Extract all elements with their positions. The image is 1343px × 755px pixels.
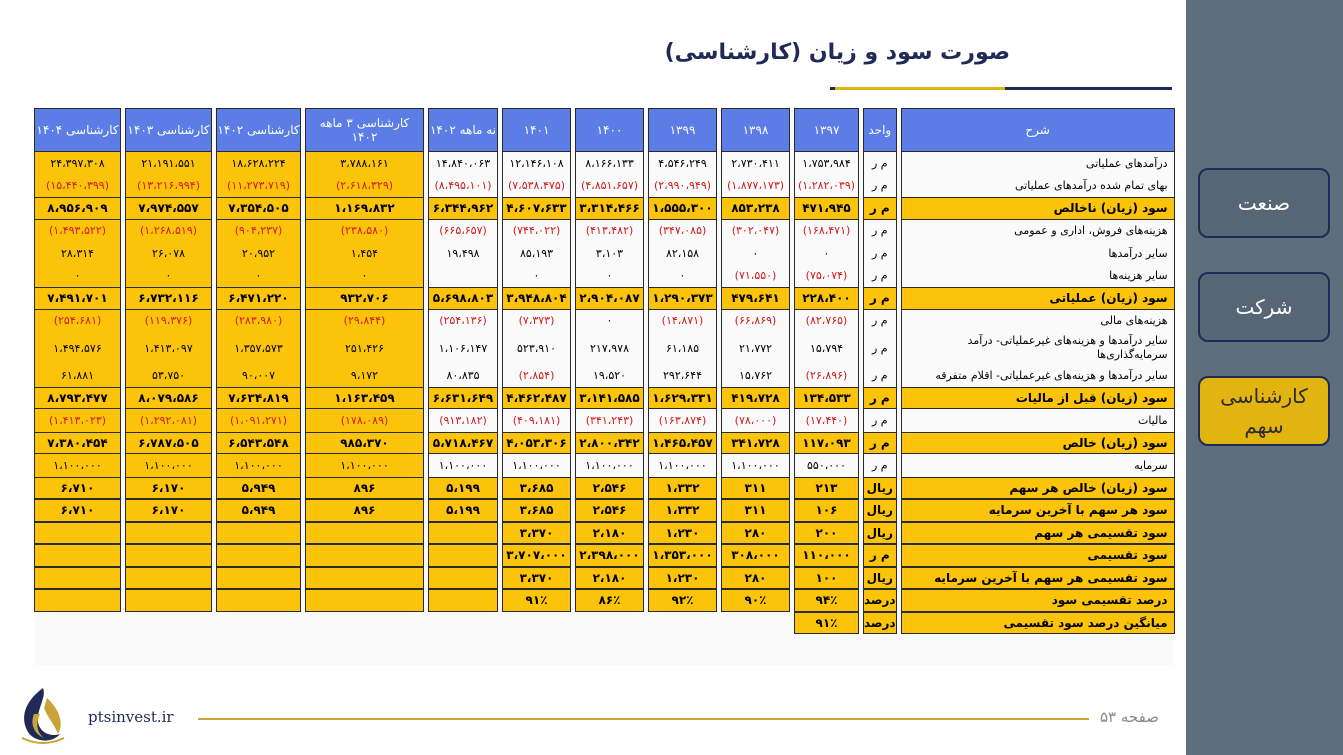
row-label: درصد تقسیمی سود: [901, 589, 1175, 612]
row-label: هزینه‌های فروش، اداری و عمومی: [901, 220, 1175, 243]
cell-value: ۳۴۱،۷۲۸: [721, 432, 790, 455]
cell-value: ۲،۷۳۰،۴۱۱: [721, 152, 790, 175]
cell-value: ۱۲،۱۴۶،۱۰۸: [502, 152, 571, 175]
cell-value: (۲۵۴،۱۳۶): [428, 310, 498, 333]
cell-value: [305, 544, 424, 567]
cell-value: ۳،۷۸۸،۱۶۱: [305, 152, 424, 175]
cell-value: ۹۴٪: [794, 589, 859, 612]
cell-value: ۱۹،۵۲۰: [575, 364, 644, 387]
cell-value: [216, 522, 301, 545]
cell-value: ۱،۴۵۴: [305, 242, 424, 265]
cell-value: (۱،۴۹۳،۵۲۲): [34, 220, 121, 243]
table-row: [34, 287, 1175, 310]
cell-value: ۱،۲۹۰،۳۷۳: [648, 287, 717, 310]
cell-value: ۳۱۱: [721, 477, 790, 500]
table-row: [34, 522, 1175, 545]
cell-value: ۶۱،۱۸۵: [648, 332, 717, 364]
cell-value: ۹۰،۰۰۷: [216, 364, 301, 387]
cell-value: [575, 612, 644, 635]
company-logo-icon: [14, 684, 72, 746]
cell-value: ۵،۷۱۸،۴۶۷: [428, 432, 498, 455]
table-row: [34, 197, 1175, 220]
cell-value: ۱۱۰،۰۰۰: [794, 544, 859, 567]
column-header: کارشناسی ۱۴۰۴: [34, 108, 121, 152]
row-label: مالیات: [901, 409, 1175, 432]
cell-value: ۱۹،۴۹۸: [428, 242, 498, 265]
cell-value: ۷،۳۵۴،۵۰۵: [216, 197, 301, 220]
cell-value: ۵،۱۹۹: [428, 477, 498, 500]
table-row: [34, 332, 1175, 364]
cell-value: (۲۹،۸۴۴): [305, 310, 424, 333]
cell-value: (۷۵،۰۷۴): [794, 265, 859, 288]
cell-value: ۲۴،۳۹۷،۳۰۸: [34, 152, 121, 175]
cell-value: ۸۲،۱۵۸: [648, 242, 717, 265]
cell-value: ۴۷۹،۶۴۱: [721, 287, 790, 310]
website-link[interactable]: ptsinvest.ir: [88, 708, 174, 726]
cell-value: ۱۵،۷۹۴: [794, 332, 859, 364]
cell-value: ۱،۶۲۹،۳۳۱: [648, 387, 717, 410]
column-header: کارشناسی ۱۴۰۳: [125, 108, 212, 152]
row-unit: درصد: [863, 589, 897, 612]
cell-value: ۶،۱۷۰: [125, 477, 212, 500]
row-unit: م ر: [863, 310, 897, 333]
cell-value: ۰: [794, 242, 859, 265]
table-row: [34, 409, 1175, 432]
column-header: ۱۳۹۷: [794, 108, 859, 152]
cell-value: [428, 567, 498, 590]
cell-value: ۶،۷۳۲،۱۱۶: [125, 287, 212, 310]
cell-value: ۶،۷۱۰: [34, 499, 121, 522]
cell-value: (۷،۳۷۳): [502, 310, 571, 333]
cell-value: ۹۳۲،۷۰۶: [305, 287, 424, 310]
row-label: سود تقسیمی هر سهم: [901, 522, 1175, 545]
table-row: [34, 364, 1175, 387]
table-row: [34, 454, 1175, 477]
cell-value: [428, 544, 498, 567]
cell-value: ۲۶،۰۷۸: [125, 242, 212, 265]
row-label: سایر هزینه‌ها: [901, 265, 1175, 288]
cell-value: ۳۰۸،۰۰۰: [721, 544, 790, 567]
row-label: سایر درآمدها و هزینه‌های غیرعملیاتی- درآمد سرمایه‌گذاری‌ها: [901, 332, 1175, 364]
cell-value: (۲۵۴،۶۸۱): [34, 310, 121, 333]
cell-value: (۱،۰۹۱،۲۷۱): [216, 409, 301, 432]
cell-value: ۹۲٪: [648, 589, 717, 612]
column-header: ۱۴۰۰: [575, 108, 644, 152]
cell-value: ۰: [648, 265, 717, 288]
column-header: شرح: [901, 108, 1175, 152]
cell-value: ۱،۴۶۵،۴۵۷: [648, 432, 717, 455]
row-label: هزینه‌های مالی: [901, 310, 1175, 333]
nav-company-button[interactable]: شرکت: [1198, 272, 1330, 342]
cell-value: ۱۸،۶۲۸،۲۲۴: [216, 152, 301, 175]
cell-value: ۴،۴۶۲،۴۸۷: [502, 387, 571, 410]
nav-industry-button[interactable]: صنعت: [1198, 168, 1330, 238]
cell-value: ۹۰٪: [721, 589, 790, 612]
cell-value: ۱،۳۵۷،۵۷۳: [216, 332, 301, 364]
cell-value: ۲۰۰: [794, 522, 859, 545]
row-label: سود تقسیمی هر سهم با آخرین سرمایه: [901, 567, 1175, 590]
cell-value: (۱۱،۲۷۳،۷۱۹): [216, 175, 301, 198]
cell-value: (۱،۲۸۲،۰۳۹): [794, 175, 859, 198]
cell-value: ۱،۳۳۲: [648, 477, 717, 500]
cell-value: [125, 612, 212, 635]
row-unit: م ر: [863, 544, 897, 567]
cell-value: (۷۱،۵۵۰): [721, 265, 790, 288]
cell-value: ۸،۹۵۶،۹۰۹: [34, 197, 121, 220]
table-row: [34, 567, 1175, 590]
row-label: سایر درآمدها و هزینه‌های غیرعملیاتی- اقلام متفرقه: [901, 364, 1175, 387]
cell-value: ۲۱۷،۹۷۸: [575, 332, 644, 364]
cell-value: ۲،۸۰۰،۳۴۲: [575, 432, 644, 455]
cell-value: ۰: [34, 265, 121, 288]
cell-value: (۸۲،۷۶۵): [794, 310, 859, 333]
table-row: [34, 612, 1175, 635]
cell-value: ۲،۳۹۸،۰۰۰: [575, 544, 644, 567]
cell-value: [125, 589, 212, 612]
row-unit: م ر: [863, 432, 897, 455]
cell-value: ۱،۱۰۶،۱۴۷: [428, 332, 498, 364]
nav-stock-valuation-button[interactable]: کارشناسی سهم: [1198, 376, 1330, 446]
cell-value: ۱،۱۰۰،۰۰۰: [305, 454, 424, 477]
cell-value: ۹۸۵،۳۷۰: [305, 432, 424, 455]
row-unit: ریال: [863, 567, 897, 590]
cell-value: ۱،۳۳۲: [648, 499, 717, 522]
cell-value: (۱۱۹،۳۷۶): [125, 310, 212, 333]
cell-value: ۶،۷۸۷،۵۰۵: [125, 432, 212, 455]
cell-value: ۱،۱۶۹،۸۳۲: [305, 197, 424, 220]
row-label: سود تقسیمی: [901, 544, 1175, 567]
cell-value: (۷،۵۳۸،۴۷۵): [502, 175, 571, 198]
cell-value: ۸۹۶: [305, 477, 424, 500]
cell-value: ۵،۶۹۸،۸۰۳: [428, 287, 498, 310]
page-number: صفحه ۵۳: [1100, 708, 1159, 726]
cell-value: [216, 612, 301, 635]
cell-value: ۳،۶۸۵: [502, 499, 571, 522]
cell-value: ۸۹۶: [305, 499, 424, 522]
cell-value: [125, 544, 212, 567]
row-unit: ریال: [863, 477, 897, 500]
cell-value: ۸۵،۱۹۳: [502, 242, 571, 265]
row-unit: م ر: [863, 242, 897, 265]
cell-value: ۸۵۳،۲۳۸: [721, 197, 790, 220]
cell-value: (۱۷۸،۰۸۹): [305, 409, 424, 432]
cell-value: [125, 522, 212, 545]
cell-value: ۲،۵۴۶: [575, 499, 644, 522]
cell-value: [721, 612, 790, 635]
row-label: سود (زیان) ناخالص: [901, 197, 1175, 220]
cell-value: ۳،۳۷۰: [502, 567, 571, 590]
cell-value: ۷،۶۳۴،۸۱۹: [216, 387, 301, 410]
cell-value: ۲۰،۹۵۲: [216, 242, 301, 265]
cell-value: ۵،۹۴۹: [216, 477, 301, 500]
cell-value: [648, 612, 717, 635]
row-label: سود (زیان) خالص: [901, 432, 1175, 455]
row-unit: م ر: [863, 387, 897, 410]
column-header: نه ماهه ۱۴۰۲: [428, 108, 498, 152]
row-label: درآمدهای عملیاتی: [901, 152, 1175, 175]
cell-value: ۱،۳۵۳،۰۰۰: [648, 544, 717, 567]
table-row: [34, 477, 1175, 500]
cell-value: ۲۲۸،۴۰۰: [794, 287, 859, 310]
cell-value: (۲،۹۹۰،۹۴۹): [648, 175, 717, 198]
cell-value: ۴،۰۵۳،۳۰۶: [502, 432, 571, 455]
cell-value: ۹،۱۷۲: [305, 364, 424, 387]
cell-value: ۱،۵۵۵،۳۰۰: [648, 197, 717, 220]
cell-value: [428, 589, 498, 612]
column-header: واحد: [863, 108, 897, 152]
cell-value: ۰: [502, 265, 571, 288]
row-label: بهای تمام شده درآمدهای عملیاتی: [901, 175, 1175, 198]
row-label: میانگین درصد سود تقسیمی: [901, 612, 1175, 635]
cell-value: (۸،۴۹۵،۱۰۱): [428, 175, 498, 198]
cell-value: ۲۵۱،۴۲۶: [305, 332, 424, 364]
cell-value: (۱۷،۴۴۰): [794, 409, 859, 432]
cell-value: (۱،۸۷۷،۱۷۳): [721, 175, 790, 198]
cell-value: (۱۶۳،۸۷۴): [648, 409, 717, 432]
cell-value: ۱،۱۰۰،۰۰۰: [502, 454, 571, 477]
cell-value: ۱،۷۵۳،۹۸۴: [794, 152, 859, 175]
cell-value: (۴،۸۵۱،۶۵۷): [575, 175, 644, 198]
cell-value: ۱،۲۳۰: [648, 522, 717, 545]
cell-value: ۱،۱۰۰،۰۰۰: [125, 454, 212, 477]
cell-value: [428, 612, 498, 635]
column-header: ۱۴۰۱: [502, 108, 571, 152]
cell-value: [216, 544, 301, 567]
cell-value: (۳۰۲،۰۴۷): [721, 220, 790, 243]
cell-value: [34, 544, 121, 567]
cell-value: [216, 567, 301, 590]
cell-value: ۱،۱۰۰،۰۰۰: [721, 454, 790, 477]
cell-value: [34, 522, 121, 545]
cell-value: ۱۰۰: [794, 567, 859, 590]
cell-value: (۲،۶۱۸،۳۲۹): [305, 175, 424, 198]
cell-value: [34, 589, 121, 612]
cell-value: [428, 265, 498, 288]
cell-value: ۳،۳۷۰: [502, 522, 571, 545]
cell-value: [502, 612, 571, 635]
cell-value: ۸،۰۷۹،۵۸۶: [125, 387, 212, 410]
cell-value: ۴،۶۰۷،۶۳۳: [502, 197, 571, 220]
cell-value: ۳،۶۸۵: [502, 477, 571, 500]
cell-value: ۸۶٪: [575, 589, 644, 612]
column-header: ۱۳۹۹: [648, 108, 717, 152]
row-unit: م ر: [863, 152, 897, 175]
cell-value: ۱،۴۱۳،۰۹۷: [125, 332, 212, 364]
row-unit: م ر: [863, 265, 897, 288]
cell-value: ۵۳،۷۵۰: [125, 364, 212, 387]
row-unit: م ر: [863, 175, 897, 198]
table-row: [34, 310, 1175, 333]
cell-value: ۱،۱۶۳،۴۵۹: [305, 387, 424, 410]
cell-value: ۶،۷۱۰: [34, 477, 121, 500]
cell-value: ۴۷۱،۹۴۵: [794, 197, 859, 220]
cell-value: ۱،۱۰۰،۰۰۰: [575, 454, 644, 477]
cell-value: (۱۶۸،۴۷۱): [794, 220, 859, 243]
row-unit: م ر: [863, 220, 897, 243]
cell-value: [305, 522, 424, 545]
cell-value: ۰: [575, 310, 644, 333]
cell-value: ۱،۴۹۴،۵۷۶: [34, 332, 121, 364]
cell-value: (۱،۲۶۸،۵۱۹): [125, 220, 212, 243]
footer-divider: [198, 718, 1089, 720]
cell-value: (۱۵،۴۴۰،۳۹۹): [34, 175, 121, 198]
cell-value: ۵۵۰،۰۰۰: [794, 454, 859, 477]
cell-value: ۱،۲۳۰: [648, 567, 717, 590]
cell-value: ۶،۵۴۳،۵۴۸: [216, 432, 301, 455]
row-label: سود (زیان) خالص هر سهم: [901, 477, 1175, 500]
cell-value: (۳۴۱،۲۴۳): [575, 409, 644, 432]
table-row: [34, 152, 1175, 175]
row-label: سود (زیان) قبل از مالیات: [901, 387, 1175, 410]
cell-value: ۳،۷۰۷،۰۰۰: [502, 544, 571, 567]
cell-value: ۷،۹۷۴،۵۵۷: [125, 197, 212, 220]
cell-value: ۱،۱۰۰،۰۰۰: [34, 454, 121, 477]
cell-value: ۸،۷۹۳،۴۷۷: [34, 387, 121, 410]
cell-value: ۶،۳۴۴،۹۶۲: [428, 197, 498, 220]
cell-value: (۶۶،۸۶۹): [721, 310, 790, 333]
cell-value: ۷،۳۸۰،۴۵۴: [34, 432, 121, 455]
cell-value: ۹۱٪: [502, 589, 571, 612]
row-label: سرمایه: [901, 454, 1175, 477]
cell-value: [305, 612, 424, 635]
cell-value: (۴۱۳،۴۸۲): [575, 220, 644, 243]
cell-value: ۴۱۹،۷۲۸: [721, 387, 790, 410]
cell-value: [428, 522, 498, 545]
table-row: [34, 242, 1175, 265]
row-label: سود (زیان) عملیاتی: [901, 287, 1175, 310]
row-unit: م ر: [863, 409, 897, 432]
cell-value: ۲،۵۴۶: [575, 477, 644, 500]
cell-value: ۶،۴۷۱،۲۲۰: [216, 287, 301, 310]
row-unit: م ر: [863, 197, 897, 220]
cell-value: [34, 612, 121, 635]
cell-value: (۲،۸۵۴): [502, 364, 571, 387]
cell-value: ۲۸۰: [721, 567, 790, 590]
cell-value: ۷،۴۹۱،۷۰۱: [34, 287, 121, 310]
cell-value: ۱۵،۷۶۲: [721, 364, 790, 387]
cell-value: (۷۸،۰۰۰): [721, 409, 790, 432]
cell-value: (۳۴۷،۰۸۵): [648, 220, 717, 243]
cell-value: (۴۰۹،۱۸۱): [502, 409, 571, 432]
page-title: صورت سود و زیان (کارشناسی): [664, 40, 1010, 65]
column-header: کارشناسی ۳ ماهه ۱۴۰۲: [305, 108, 424, 152]
cell-value: ۵۲۳،۹۱۰: [502, 332, 571, 364]
cell-value: ۶،۶۳۱،۶۴۹: [428, 387, 498, 410]
cell-value: ۶۱،۸۸۱: [34, 364, 121, 387]
cell-value: ۱۴،۸۴۰،۰۶۳: [428, 152, 498, 175]
cell-value: ۰: [575, 265, 644, 288]
cell-value: ۲۹۲،۶۴۴: [648, 364, 717, 387]
row-label: سود هر سهم با آخرین سرمایه: [901, 499, 1175, 522]
cell-value: ۸،۱۶۶،۱۳۳: [575, 152, 644, 175]
row-label: سایر درآمدها: [901, 242, 1175, 265]
cell-value: ۲۱۳: [794, 477, 859, 500]
cell-value: ۱،۱۰۰،۰۰۰: [428, 454, 498, 477]
cell-value: (۱۳،۲۱۶،۹۹۴): [125, 175, 212, 198]
table-row: [34, 175, 1175, 198]
cell-value: ۱،۱۰۰،۰۰۰: [216, 454, 301, 477]
cell-value: [305, 589, 424, 612]
cell-value: (۹۱۳،۱۸۲): [428, 409, 498, 432]
cell-value: ۱۱۷،۰۹۳: [794, 432, 859, 455]
title-underline-accent: [835, 87, 1005, 90]
table-row: [34, 544, 1175, 567]
cell-value: ۱،۱۰۰،۰۰۰: [648, 454, 717, 477]
table-row: [34, 432, 1175, 455]
cell-value: ۲۸،۳۱۴: [34, 242, 121, 265]
cell-value: ۴،۵۴۶،۲۴۹: [648, 152, 717, 175]
cell-value: [34, 567, 121, 590]
column-header: ۱۳۹۸: [721, 108, 790, 152]
column-header: کارشناسی ۱۴۰۲: [216, 108, 301, 152]
table-row: [34, 265, 1175, 288]
cell-value: ۳،۳۱۴،۴۶۶: [575, 197, 644, 220]
cell-value: ۳،۱۰۳: [575, 242, 644, 265]
cell-value: [305, 567, 424, 590]
cell-value: ۱۰۶: [794, 499, 859, 522]
cell-value: ۳،۹۴۸،۸۰۴: [502, 287, 571, 310]
cell-value: [216, 589, 301, 612]
cell-value: (۹۰۴،۲۳۷): [216, 220, 301, 243]
profit-loss-table: [30, 108, 1179, 634]
table-header-row: [34, 108, 1175, 152]
cell-value: (۱۴،۸۷۱): [648, 310, 717, 333]
cell-value: ۰: [125, 265, 212, 288]
row-unit: م ر: [863, 454, 897, 477]
cell-value: ۲۱،۱۹۱،۵۵۱: [125, 152, 212, 175]
cell-value: ۶،۱۷۰: [125, 499, 212, 522]
cell-value: ۳۱۱: [721, 499, 790, 522]
cell-value: ۵،۹۴۹: [216, 499, 301, 522]
cell-value: (۲۶،۸۹۶): [794, 364, 859, 387]
table-row: [34, 589, 1175, 612]
cell-value: ۳،۱۴۱،۵۸۵: [575, 387, 644, 410]
cell-value: ۲،۹۰۴،۰۸۷: [575, 287, 644, 310]
table-row: [34, 499, 1175, 522]
cell-value: ۵،۱۹۹: [428, 499, 498, 522]
cell-value: ۲۸۰: [721, 522, 790, 545]
row-unit: ریال: [863, 522, 897, 545]
row-unit: ریال: [863, 499, 897, 522]
cell-value: ۰: [216, 265, 301, 288]
cell-value: ۸۰،۸۳۵: [428, 364, 498, 387]
cell-value: ۱۳۴،۵۳۳: [794, 387, 859, 410]
cell-value: (۷۴۴،۰۲۲): [502, 220, 571, 243]
cell-value: (۲۳۸،۵۸۰): [305, 220, 424, 243]
cell-value: ۰: [305, 265, 424, 288]
row-unit: درصد: [863, 612, 897, 635]
cell-value: ۲،۱۸۰: [575, 567, 644, 590]
cell-value: (۲۸۳،۹۸۰): [216, 310, 301, 333]
cell-value: ۰: [721, 242, 790, 265]
cell-value: ۲۱،۷۷۲: [721, 332, 790, 364]
table-row: [34, 387, 1175, 410]
row-unit: م ر: [863, 332, 897, 364]
cell-value: (۶۶۵،۶۵۷): [428, 220, 498, 243]
row-unit: م ر: [863, 287, 897, 310]
cell-value: [125, 567, 212, 590]
table-row: [34, 220, 1175, 243]
row-unit: م ر: [863, 364, 897, 387]
side-navigation: [1186, 0, 1343, 755]
cell-value: ۹۱٪: [794, 612, 859, 635]
cell-value: (۱،۲۹۲،۰۸۱): [125, 409, 212, 432]
cell-value: ۲،۱۸۰: [575, 522, 644, 545]
cell-value: (۱،۴۱۳،۰۲۳): [34, 409, 121, 432]
